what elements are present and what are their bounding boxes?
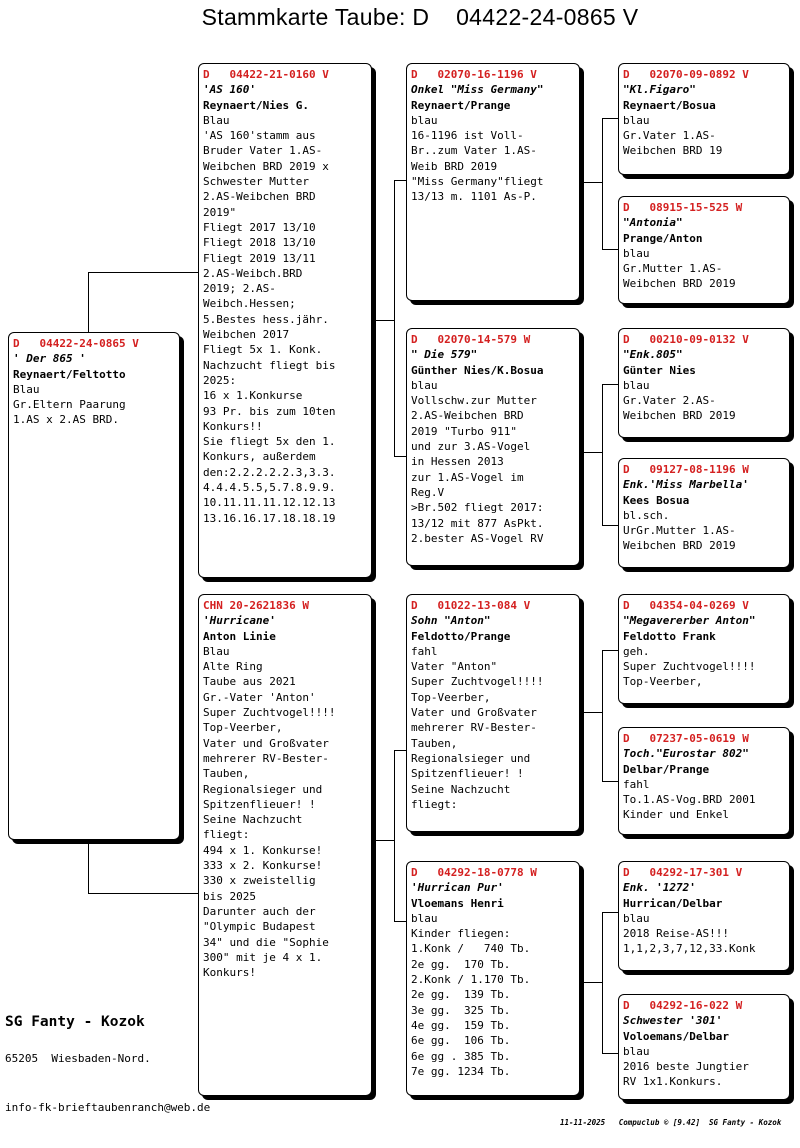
info-line: Vater "Anton" [411,660,498,674]
info-line: Konkurs, außerdem [203,450,316,464]
info-line: UrGr.Mutter 1.AS- [623,524,736,538]
pedigree-card-ff-mother [618,196,790,304]
info-line: in Hessen 2013 [411,455,504,469]
info-line: fliegt: [411,797,458,811]
info-line: und zur 3.AS-Vogel [411,440,531,454]
info-line: mehrerer RV-Bester- [411,721,537,735]
info-line: Super Zuchtvogel!!!! [623,660,756,674]
info-line: Weibchen BRD 2019 [623,409,736,423]
info-line: 1.AS x 2.AS BRD. [13,413,119,427]
info-line: 494 x 1. Konkurse! [203,843,323,857]
breeder-name: Günter Nies [623,363,696,377]
info-line: Seine Nachzucht [411,782,511,796]
info-line: Br..zum Vater 1.AS- [411,144,537,158]
breeder-name: Voloemans/Delbar [623,1029,729,1043]
ring-number: CHN 20-2621836 W [203,599,309,612]
pedigree-card-mf-mother [618,727,790,835]
info-line: 3e gg. 325 Tb. [411,1003,511,1017]
ring-number: D 02070-14-579 W [411,333,531,346]
info-line: Weibch.Hessen; [203,297,296,311]
connector-ff-trunk [580,182,602,183]
info-line: Weibchen BRD 2019 x [203,159,329,173]
owner-email: info-fk-brieftaubenranch@web.de [5,1101,211,1114]
info-line: 16 x 1.Konkurse [203,389,303,403]
info-line: Fliegt 5x 1. Konk. [203,343,323,357]
connector-mf-trunk [580,712,602,713]
info-line: 13.16.16.17.18.18.19 [203,511,336,525]
breeder-name: Delbar/Prange [623,762,710,776]
info-line: >Br.502 fliegt 2017: [411,501,544,515]
info-line: fahl [623,777,650,791]
pigeon-name: 'Hurricane' [203,614,276,628]
info-line: Alte Ring [203,660,263,674]
pedigree-card-mm-father [618,861,790,971]
pigeon-name: "Megavererber Anton" [623,614,756,628]
info-line: Blau [203,644,230,658]
info-line: Vater und Großvater [203,736,329,750]
info-line: Konkurs! [203,966,256,980]
pigeon-name: Onkel "Miss Germany" [411,83,544,97]
breeder-name: Vloemans Henri [411,896,504,910]
ring-number: D 09127-08-1196 W [623,463,749,476]
info-line: Bruder Vater 1.AS- [203,144,323,158]
ring-number: D 07237-05-0619 W [623,732,749,745]
info-line: geh. [623,644,650,658]
info-line: 6e gg. 106 Tb. [411,1034,511,1048]
pedigree-card-mother-mother [406,861,580,1096]
pigeon-name: Enk.'Miss Marbella' [623,478,749,492]
breeder-name: Reynaert/Feltotto [13,367,126,381]
info-line: Darunter auch der [203,904,316,918]
info-line: 2016 beste Jungtier [623,1060,749,1074]
info-line: 93 Pr. bis zum 10ten [203,404,336,418]
ring-number: D 01022-13-084 V [411,599,531,612]
info-line: Spitzenflieuer! ! [411,767,524,781]
pigeon-name: Schwester '301' [623,1014,723,1028]
info-line: Nachzucht fliegt bis [203,358,336,372]
breeder-name: Prange/Anton [623,231,703,245]
info-line: 'AS 160'stamm aus [203,129,316,143]
info-line: Regionalsieger und [203,782,323,796]
info-line: blau [411,911,438,925]
pigeon-name: Toch."Eurostar 802" [623,747,749,761]
breeder-name: Feldotto/Prange [411,629,511,643]
pigeon-name: 'Hurrican Pur' [411,881,504,895]
info-line: Top-Veerber, [411,690,491,704]
info-line: Vollschw.zur Mutter [411,394,537,408]
ring-number: D 04292-16-022 W [623,999,743,1012]
pigeon-name: " Die 579" [411,348,478,362]
info-line: 300" mit je 4 x 1. [203,950,323,964]
info-line: Vater und Großvater [411,706,537,720]
info-line: bl.sch. [623,508,670,522]
info-line: 2.AS-Weibch.BRD [203,266,303,280]
breeder-name: Reynaert/Nies G. [203,98,309,112]
pedigree-card-subject [8,332,180,840]
info-line: Seine Nachzucht [203,813,303,827]
info-line: RV 1x1.Konkurs. [623,1075,723,1089]
info-line: blau [623,246,650,260]
info-line: blau [623,1044,650,1058]
info-line: blau [411,113,438,127]
info-line: 1,1,2,3,7,12,33.Konk [623,942,756,956]
info-line: blau [623,911,650,925]
info-line: 2019; 2.AS- [203,282,276,296]
pedigree-card-fm-father [618,328,790,438]
info-line: Super Zuchtvogel!!!! [203,706,336,720]
pigeon-name: ' Der 865 ' [13,352,86,366]
info-line: Blau [203,113,230,127]
info-line: 330 x zweistellig [203,874,316,888]
info-line: 5.Bestes hess.jähr. [203,312,329,326]
info-line: den:2.2.2.2.2.3,3.3. [203,465,336,479]
page-title: Stammkarte Taube: D 04422-24-0865 V [201,4,639,30]
ring-number: D 08915-15-525 W [623,201,743,214]
connector-subject-father [88,272,201,333]
info-line: To.1.AS-Vog.BRD 2001 [623,793,756,807]
info-line: "Miss Germany"fliegt [411,175,544,189]
info-line: 2018 Reise-AS!!! [623,927,729,941]
owner-name: SG Fanty - Kozok [5,1014,145,1030]
ring-number: D 02070-16-1196 V [411,68,537,81]
info-line: Weibchen BRD 19 [623,144,723,158]
breeder-name: Feldotto Frank [623,629,716,643]
pedigree-card-mother [198,594,372,1096]
connector-mm-trunk [580,982,602,983]
info-line: 2.AS-Weibchen BRD [203,190,316,204]
info-line: Kinder fliegen: [411,927,511,941]
breeder-name: Kees Bosua [623,493,690,507]
info-line: Gr.Vater 1.AS- [623,129,716,143]
info-line: blau [623,113,650,127]
pigeon-name: "Antonia" [623,216,683,230]
pedigree-card-mf-father [618,594,790,704]
ring-number: D 00210-09-0132 V [623,333,749,346]
info-line: fahl [411,644,438,658]
info-line: 34" und die "Sophie [203,935,329,949]
footer-credit: 11-11-2025 Compuclub © [9.42] SG Fanty - Kozok [560,1118,782,1127]
breeder-name: Reynaert/Bosua [623,98,716,112]
info-line: Gr.Eltern Paarung [13,398,126,412]
info-line: 16-1196 ist Voll- [411,129,524,143]
info-line: fliegt: [203,828,250,842]
info-line: Tauben, [203,767,250,781]
ring-number: D 02070-09-0892 V [623,68,749,81]
info-line: Blau [13,382,40,396]
breeder-name: Günther Nies/K.Bosua [411,363,544,377]
ring-number: D 04292-17-301 V [623,866,743,879]
info-line: 13/13 m. 1101 As-P. [411,190,537,204]
info-line: 10.11.11.11.12.12.13 [203,496,336,510]
info-line: zur 1.AS-Vogel im [411,470,524,484]
pedigree-card-father [198,63,372,578]
pedigree-card-ff-father [618,63,790,175]
info-line: Gr.Vater 2.AS- [623,394,716,408]
info-line: Spitzenflieuer! ! [203,797,316,811]
connector-mother-trunk [372,840,394,841]
owner-address: 65205 Wiesbaden-Nord. [5,1052,151,1065]
info-line: Regionalsieger und [411,751,531,765]
pigeon-name: "Enk.805" [623,348,683,362]
pedigree-card-mm-mother [618,994,790,1100]
info-line: blau [411,378,438,392]
ring-number: D 04422-21-0160 V [203,68,329,81]
info-line: 2019 "Turbo 911" [411,424,517,438]
ring-number: D 04422-24-0865 V [13,337,139,350]
connector-subject-mother [88,840,201,894]
info-line: Top-Veerber, [623,675,703,689]
info-line: 7e gg. 1234 Tb. [411,1064,511,1078]
pedigree-card-father-mother [406,328,580,566]
info-line: 4e gg. 159 Tb. [411,1018,511,1032]
info-line: Top-Veerber, [203,721,283,735]
info-line: Weibchen BRD 2019 [623,277,736,291]
info-line: Sie fliegt 5x den 1. [203,435,336,449]
pigeon-name: "Kl.Figaro" [623,83,696,97]
info-line: blau [623,378,650,392]
breeder-name: Hurrican/Delbar [623,896,723,910]
info-line: Weibchen 2017 [203,328,290,342]
breeder-name: Reynaert/Prange [411,98,511,112]
info-line: Schwester Mutter [203,175,309,189]
info-line: 2.bester AS-Vogel RV [411,531,544,545]
info-line: 2e gg. 139 Tb. [411,988,511,1002]
info-line: Taube aus 2021 [203,675,296,689]
info-line: 333 x 2. Konkurse! [203,859,323,873]
info-line: Konkurs!! [203,419,263,433]
info-line: "Olympic Budapest [203,920,316,934]
info-line: Reg.V [411,485,445,499]
pedigree-card-fm-mother [618,458,790,568]
info-line: Weib BRD 2019 [411,159,498,173]
info-line: Fliegt 2019 13/11 [203,251,316,265]
info-line: 2e gg. 170 Tb. [411,957,511,971]
info-line: 6e gg . 385 Tb. [411,1049,511,1063]
info-line: 2.Konk / 1.170 Tb. [411,973,531,987]
pedigree-card-father-father [406,63,580,301]
pigeon-name: 'AS 160' [203,83,256,97]
info-line: Super Zuchtvogel!!!! [411,675,544,689]
info-line: 2025: [203,373,237,387]
info-line: Gr.Mutter 1.AS- [623,262,723,276]
ring-number: D 04354-04-0269 V [623,599,749,612]
pigeon-name: Sohn "Anton" [411,614,491,628]
breeder-name: Anton Linie [203,629,276,643]
info-line: Fliegt 2018 13/10 [203,236,316,250]
info-line: Gr.-Vater 'Anton' [203,690,316,704]
info-line: 13/12 mit 877 AsPkt. [411,516,544,530]
info-line: 4.4.4.5.5,5.7.8.9.9. [203,481,336,495]
connector-fm-trunk [580,452,602,453]
info-line: Fliegt 2017 13/10 [203,220,316,234]
pigeon-name: Enk. '1272' [623,881,696,895]
info-line: Tauben, [411,736,458,750]
connector-father-trunk [372,320,394,321]
info-line: mehrerer RV-Bester- [203,751,329,765]
info-line: 1.Konk / 740 Tb. [411,942,531,956]
info-line: 2019" [203,205,237,219]
pedigree-card-mother-father [406,594,580,832]
info-line: 2.AS-Weibchen BRD [411,409,524,423]
info-line: Kinder und Enkel [623,808,729,822]
ring-number: D 04292-18-0778 W [411,866,537,879]
info-line: Weibchen BRD 2019 [623,539,736,553]
info-line: bis 2025 [203,889,256,903]
